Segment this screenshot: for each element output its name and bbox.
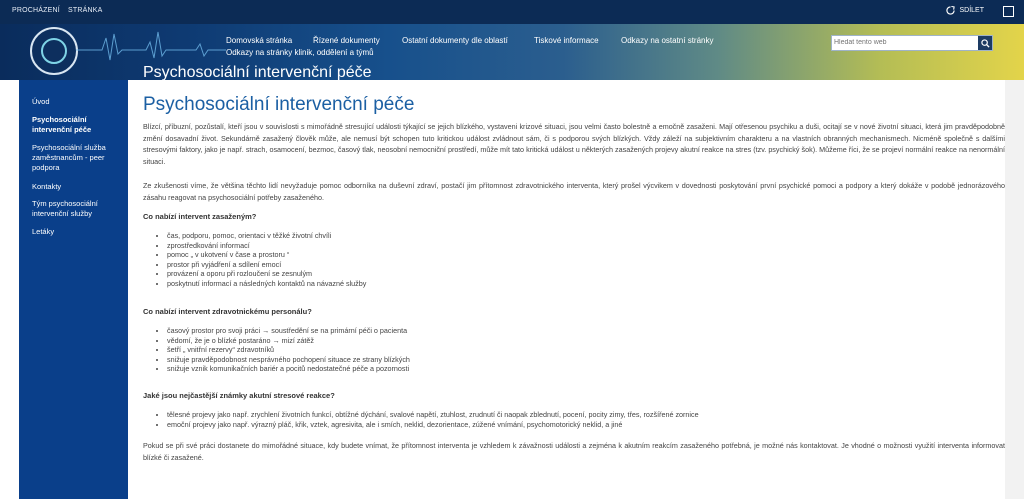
site-title[interactable]: Psychosociální intervenční péče (143, 64, 372, 81)
tab-stranka[interactable]: STRÁNKA (68, 7, 103, 14)
search-icon (981, 39, 990, 48)
leftnav-item-letaky[interactable]: Letáky (32, 227, 55, 236)
nav-rizene-dokumenty[interactable]: Řízené dokumenty (313, 36, 380, 45)
leftnav-item-tym[interactable]: Tým psychosociální intervenční služby (32, 199, 98, 218)
leftnav-item-psychosocialni-pece[interactable]: Psychosociální intervenční péče (32, 115, 92, 134)
list-item: • prostor při vyjádření a sdílení emocí (167, 260, 366, 270)
list-item: • snižuje vznik komunikačních bariér a pocitů nedostatečné péče a pozornosti (167, 364, 410, 374)
search-input[interactable] (834, 37, 974, 48)
list-item: • časový prostor pro svoji práci → soustředění se na primární péči o pacienta (167, 326, 410, 336)
share-button[interactable] (946, 6, 984, 15)
list-item: • emoční projevy jako např. výrazný pláč, křik, vztek, agresivita, ale i smích, neklid, dezorientace, zúžené vnímání, psychomotorický neklid, a jiné (167, 420, 699, 430)
list-2 (157, 326, 410, 374)
ecg-line-icon (76, 28, 226, 68)
nav-domovska-stranka[interactable]: Domovská stránka (226, 36, 293, 45)
search-box (831, 35, 993, 51)
hospital-logo-icon[interactable] (30, 27, 78, 75)
share-label: SDÍLET (959, 7, 984, 14)
question-2-heading: Co nabízí intervent zdravotnickému personálu? (143, 307, 312, 316)
leftnav-item-kontakty[interactable]: Kontakty (32, 182, 62, 191)
list-item: • provázení a oporu při rozloučení se zesnulým (167, 269, 366, 279)
list-item: • zprostředkování informací (167, 241, 366, 251)
suite-bar (0, 0, 1024, 24)
closing-paragraph: Pokud se při své práci dostanete do mimořádné situace, kdy budete vnímat, že přítomnost interventa je vzhledem k závažnosti události a zejména k akutním reakcím zasaženého potřebná, je možné nás kontaktovat. Je vhodné o možnosti využití interventa informovat blízké či zasažené. (143, 441, 1005, 462)
list-item: • vědomí, že je o blízké postaráno → mizí zátěž (167, 336, 410, 346)
list-3 (157, 410, 699, 429)
question-3-heading: Jaké jsou nejčastější známky akutní stresové reakce? (143, 391, 335, 400)
right-margin (1005, 80, 1024, 499)
list-item: • poskytnutí informací a následných kontaktů na návazné služby (167, 279, 366, 289)
share-icon (946, 6, 955, 15)
list-1 (157, 231, 366, 289)
nav-odkazy-ostatni[interactable]: Odkazy na ostatní stránky (621, 36, 714, 45)
nav-odkazy-kliniky[interactable]: Odkazy na stránky klinik, oddělení a týmů (226, 48, 374, 57)
page-title: Psychosociální intervenční péče (143, 94, 415, 115)
list-item: • tělesné projevy jako např. zrychlení životních funkcí, obtížné dýchání, svalové napětí, ztuhlost, zrudnutí či naopak zblednutí, pocení, pocity zimy, třes, rozšířené zornice (167, 410, 699, 420)
list-item: • šetří „ vnitřní rezervy“ zdravotníků (167, 345, 410, 355)
list-item: • pomoc „ v ukotvení v čase a prostoru “ (167, 250, 366, 260)
left-navigation (19, 80, 128, 499)
nav-ostatni-dokumenty[interactable]: Ostatní dokumenty dle oblastí (402, 36, 508, 45)
intro-paragraph: Blízcí, příbuzní, pozůstalí, kteří jsou v souvislosti s mimořádně stresující události týkající se jejich blízkého, vystaveni krizové situaci, jsou velmi často bolestně a emočně zasaženi. Mají otřesenou psychiku a duši, ocitají se v nové životní situaci, která jim pravděpodobně změní dosavadní život. Sekundárně zasažený člověk může, ale nemusí být schopen tuto kritickou událost zvládnout sám, či s podporou svých blízkých. Vždy záleží na subjektivním charakteru a na vlastních obranných mechanismech. Nicméně společně s dalšími stresovými faktory, jako je např. strach, osamocení, bezmoc, časový tlak, neosobní nemocniční prostředí, může mít tato kritická událost u některých zasažených projevy akutní reakce na stres (tzv. psychický šok). Můžeme říci, že se projeví normální reakce na nenormální situaci. (143, 122, 1005, 166)
nav-tiskove-informace[interactable]: Tiskové informace (534, 36, 599, 45)
second-paragraph: Ze zkušenosti víme, že většina těchto lidí nevyžaduje pomoc odborníka na duševní zdraví, postačí jim přítomnost zdravotnického interventa, který prošel výcvikem v dovednosti poskytování první psychické pomoci a podpory a který dokáže v podobě jednorázového zásahu reagovat na psychosociální potřeby zasaženého. (143, 181, 1005, 202)
question-1-heading: Co nabízí intervent zasaženým? (143, 212, 257, 221)
focus-content-icon[interactable] (1003, 6, 1014, 17)
leftnav-item-peer-podpora[interactable]: Psychosociální služba zaměstnancům - peer podpora (32, 143, 106, 172)
leftnav-item-uvod[interactable]: Úvod (32, 97, 50, 106)
list-item: • snižuje pravděpodobnost nesprávného pochopení situace ze strany blízkých (167, 355, 410, 365)
list-item: • čas, podporu, pomoc, orientaci v těžké životní chvíli (167, 231, 366, 241)
search-button[interactable] (978, 36, 992, 50)
tab-prochazeni[interactable]: PROCHÁZENÍ (12, 7, 60, 14)
